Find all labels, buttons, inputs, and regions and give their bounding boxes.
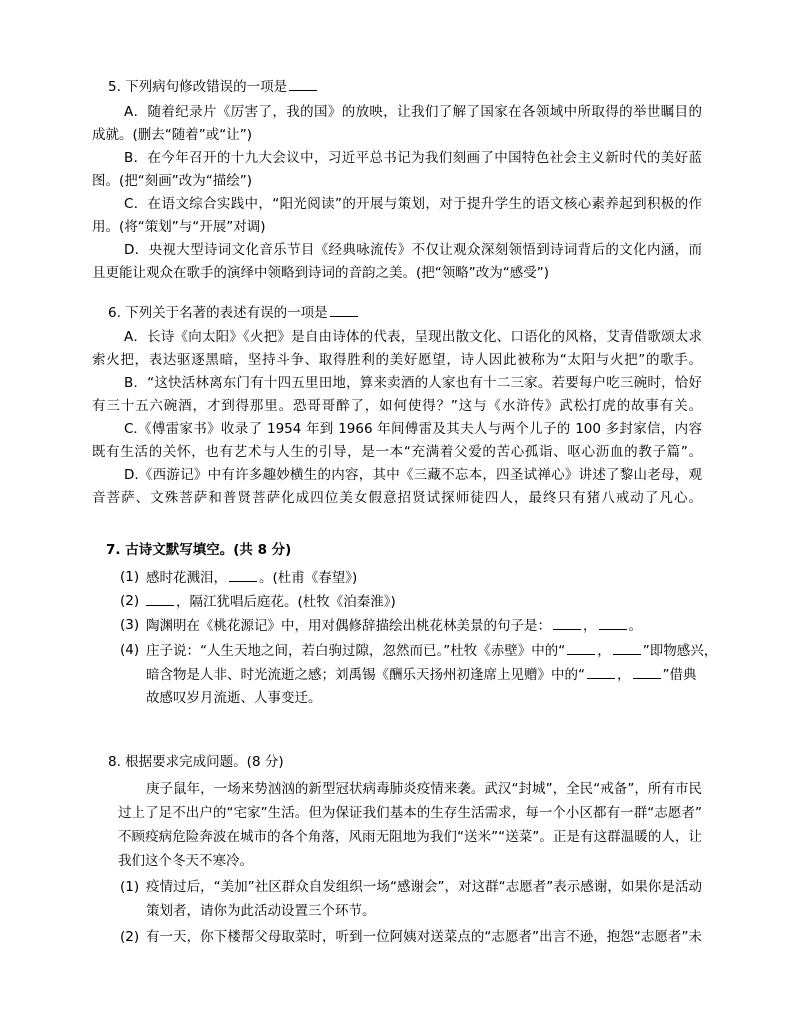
q6-option-d-cont: 音菩萨、文殊菩萨和普贤菩萨化成四位美女假意招贤试探师徒四人，最终只有猪八戒动了凡心。	[92, 490, 702, 506]
q7-item-4-cont: 暗含物是人非、时光流逝之感；刘禹锡《酬乐天扬州初逢席上见赠》中的“ ， ”借典	[146, 664, 697, 685]
q5-option-a-cont: 成就。(删去“随着”或“让”)	[92, 127, 253, 143]
q5-option-c-cont: 用。(将“策划”与“开展”对调)	[92, 219, 266, 235]
q5-option-c: C．在语文综合实践中，“阳光阅读”的开展与策划，对于提升学生的语文核心素养起到积极的作	[124, 196, 702, 212]
q5-stem: 5. 下列病句修改错误的一项是	[108, 76, 319, 97]
q7-item-number: (3)	[120, 617, 140, 633]
answer-blank[interactable]	[599, 615, 627, 630]
answer-blank[interactable]	[633, 664, 661, 679]
answer-blank[interactable]	[229, 567, 257, 582]
q7-item-3: 陶渊明在《桃花源记》中，用对偶修辞描绘出桃花林美景的句子是： ， 。	[146, 615, 642, 636]
q7-item-1: 感时花溅泪， 。(杜甫《春望》)	[146, 567, 357, 588]
q8-passage-line: 我们这个冬天不寒冷。	[118, 853, 253, 869]
q6-stem: 6. 下列关于名著的表述有误的一项是	[108, 302, 360, 323]
answer-blank[interactable]	[587, 664, 615, 679]
answer-blank[interactable]	[146, 591, 174, 606]
q6-option-b-cont: 有三十五六碗酒，才到得那里。恐哥哥醉了，如何使得？”这与《水浒传》武松打虎的故事有关。	[92, 398, 702, 414]
q5-option-d: D．央视大型诗词文化音乐节目《经典咏流传》不仅让观众深刻领悟到诗词背后的文化内涵，而	[124, 242, 702, 258]
q6-option-a: A．长诗《向太阳》《火把》是自由诗体的代表，呈现出散文化、口语化的风格，艾青借歌颂太求	[124, 329, 702, 345]
q8-passage-line: 不顾疫病危险奔波在城市的各个角落，风雨无阻地为我们“送米”“送菜”。正是有这群温暖的人，让	[118, 829, 702, 845]
q7-item-number: (1)	[120, 569, 140, 585]
answer-blank[interactable]	[553, 615, 581, 630]
q8-sub-2: 有一天，你下楼帮父母取菜时，听到一位阿姨对送菜点的“志愿者”出言不逊，抱怨“志愿者”未	[146, 929, 702, 945]
q8-stem: 8. 根据要求完成问题。(8 分)	[108, 754, 284, 770]
q6-option-d: D.《西游记》中有许多趣妙横生的内容，其中《三藏不忘本，四圣试禅心》讲述了黎山老母，观	[124, 467, 702, 483]
answer-blank[interactable]	[567, 640, 595, 655]
q5-option-d-cont: 且更能让观众在歌手的演绎中领略到诗词的音韵之美。(把“领略”改为“感受”)	[92, 265, 550, 281]
answer-blank[interactable]	[289, 76, 317, 91]
q7-item-number: (4)	[120, 642, 140, 658]
answer-blank[interactable]	[613, 640, 641, 655]
answer-blank[interactable]	[330, 302, 358, 317]
q7-stem: 7. 古诗文默写填空。(共 8 分)	[106, 542, 292, 558]
q7-item-2: ，隔江犹唱后庭花。(杜牧《泊秦淮》)	[146, 591, 396, 612]
q6-option-a-cont: 索火把，表达驱逐黑暗，坚持斗争、取得胜利的美好愿望，诗人因此被称为“太阳与火把”的歌手。	[92, 352, 702, 368]
q8-sub-1-cont: 策划者，请你为此活动设置三个环节。	[146, 903, 376, 919]
q8-sub-number: (1)	[120, 879, 140, 895]
q7-item-4-cont2: 故感叹岁月流逝、人事变迁。	[146, 690, 322, 706]
q5-option-b-cont: 图。(把“刻画”改为“描绘”)	[92, 173, 253, 189]
q8-passage-line: 庚子鼠年，一场来势汹汹的新型冠状病毒肺炎疫情来袭。武汉“封城”，全民“戒备”，所有市民	[146, 781, 702, 797]
q7-item-number: (2)	[120, 593, 140, 609]
q5-option-b: B．在今年召开的十九大会议中，习近平总书记为我们刻画了中国特色社会主义新时代的美好蓝	[124, 150, 702, 166]
q6-option-c: C.《傅雷家书》收录了 1954 年到 1966 年间傅雷及其夫人与两个儿子的 100 多封家信，内容	[124, 421, 702, 437]
q6-option-c-cont: 既有生活的关怀，也有艺术与人生的引导，是一本“充满着父爱的苦心孤诣、呕心沥血的教子篇”。	[92, 444, 702, 460]
q7-item-4: 庄子说：“人生天地之间，若白驹过隙，忽然而已。”杜牧《赤壁》中的“ ， ”即物感兴，	[146, 640, 717, 661]
q6-option-b: B．“这快活林离东门有十四五里田地，算来卖酒的人家也有十二三家。若要每户吃三碗时，恰好	[124, 375, 702, 391]
q8-sub-1: 疫情过后，“美加”社区群众自发组织一场“感谢会”，对这群“志愿者”表示感谢，如果你是活动	[146, 879, 702, 895]
q5-option-a: A．随着纪录片《厉害了，我的国》的放映，让我们了解了国家在各领域中所取得的举世瞩目的	[124, 104, 702, 120]
q8-sub-number: (2)	[120, 929, 140, 945]
q8-passage-line: 过上了足不出户的“宅家”生活。但为保证我们基本的生存生活需求，每一个小区都有一群“志愿者”	[118, 805, 702, 821]
